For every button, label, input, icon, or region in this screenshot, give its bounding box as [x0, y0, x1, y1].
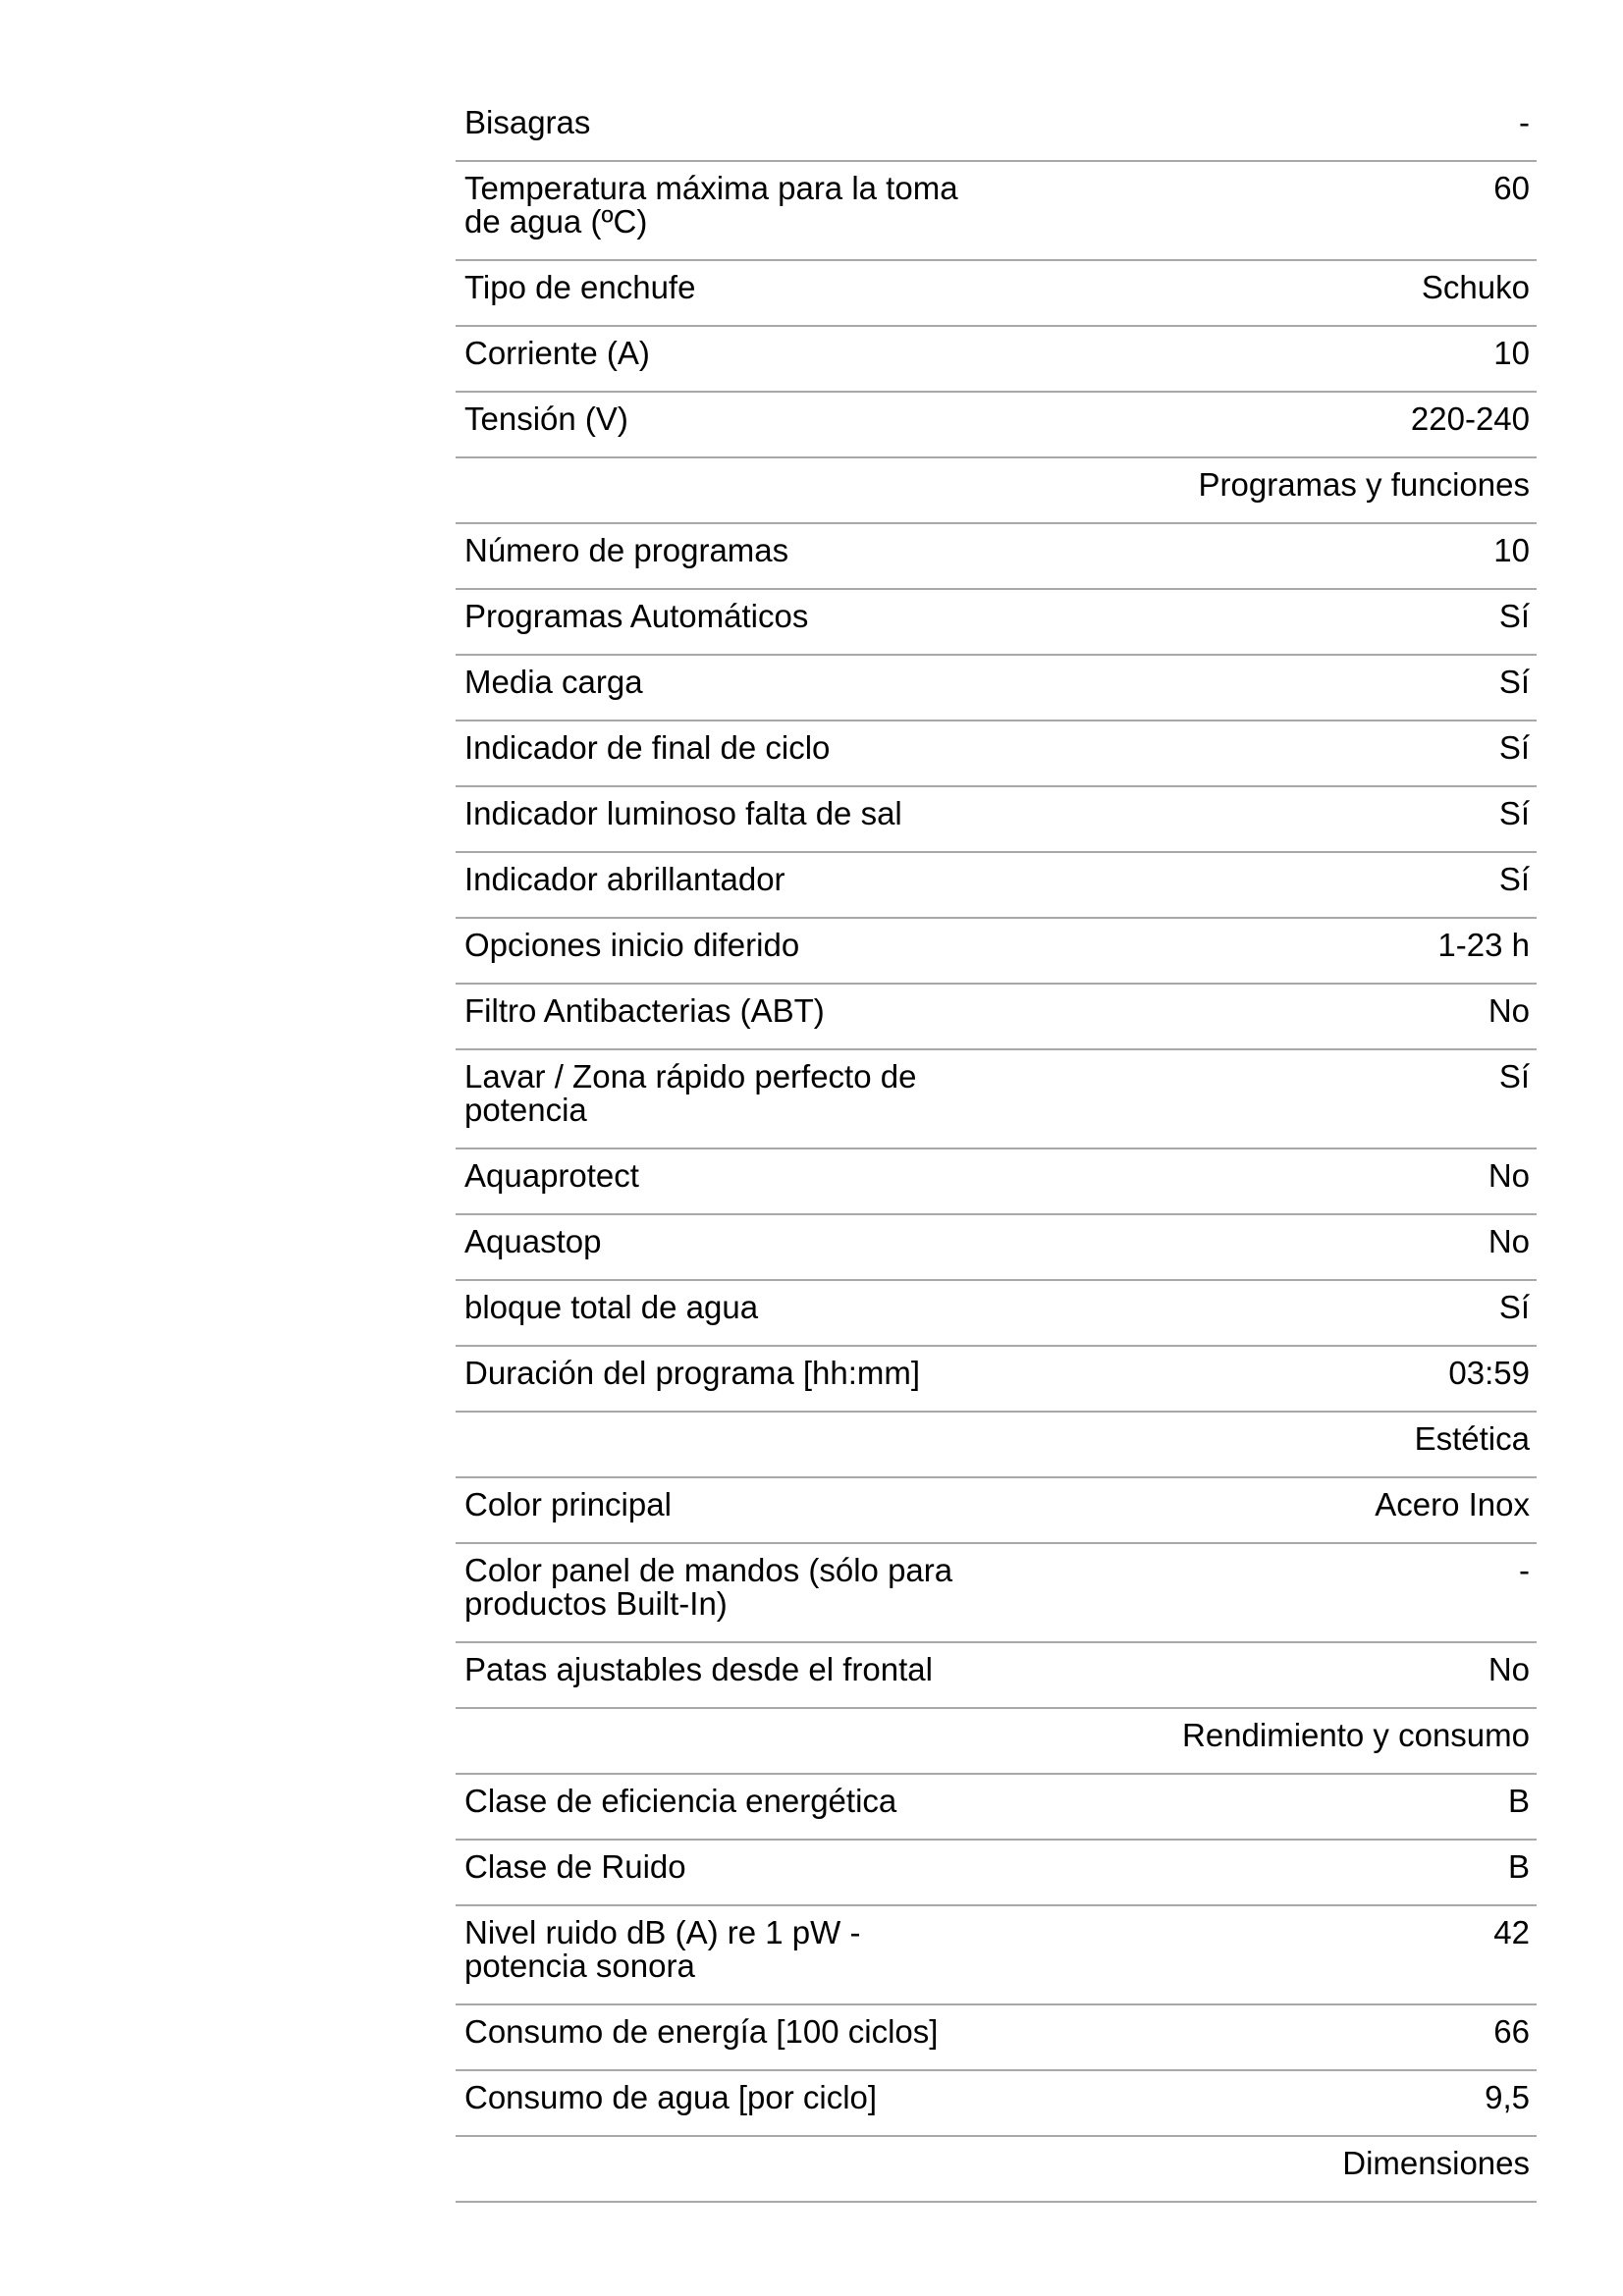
- spec-row-indicador-falta-sal: [456, 787, 1537, 853]
- spec-label: Consumo de agua [por ciclo]: [464, 2079, 878, 2115]
- spec-value: Sí: [1498, 1289, 1530, 1325]
- spec-label: Nivel ruido dB (A) re 1 pW - potencia sonora: [464, 1914, 861, 1984]
- spec-value: -: [1519, 104, 1530, 140]
- spec-value: Sí: [1498, 861, 1530, 897]
- spec-value: No: [1488, 1157, 1530, 1194]
- spec-label: Color panel de mandos (sólo para productos Built-In): [464, 1552, 953, 1622]
- spec-row-color-panel-mandos: [456, 1544, 1537, 1643]
- spec-row-inicio-diferido: [456, 919, 1537, 985]
- spec-label: Aquaprotect: [464, 1157, 639, 1194]
- spec-row-eficiencia-energetica: [456, 1775, 1537, 1841]
- spec-value: 220-240: [1410, 400, 1530, 437]
- spec-label: Media carga: [464, 664, 643, 700]
- spec-value: 03:59: [1448, 1355, 1530, 1391]
- spec-label: Bisagras: [464, 104, 591, 140]
- spec-label: Clase de eficiencia energética: [464, 1783, 897, 1819]
- spec-value: B: [1507, 1783, 1530, 1819]
- spec-label: Programas Automáticos: [464, 598, 809, 634]
- spec-value: Acero Inox: [1375, 1486, 1530, 1522]
- spec-row-media-carga: [456, 656, 1537, 721]
- spec-value: 10: [1493, 335, 1530, 371]
- spec-row-filtro-antibacterias: [456, 985, 1537, 1050]
- spec-row-zona-rapido: [456, 1050, 1537, 1149]
- spec-label: Color principal: [464, 1486, 672, 1522]
- spec-row-consumo-agua: [456, 2071, 1537, 2137]
- spec-row-programas-automaticos: [456, 590, 1537, 656]
- spec-value: 60: [1493, 170, 1530, 206]
- spec-label: Corriente (A): [464, 335, 650, 371]
- spec-row-bloque-total-agua: [456, 1281, 1537, 1347]
- spec-row-corriente: [456, 327, 1537, 393]
- spec-value: 66: [1493, 2013, 1530, 2050]
- spec-value: Sí: [1498, 795, 1530, 831]
- spec-value: No: [1488, 1651, 1530, 1687]
- spec-row-tipo-enchufe: [456, 261, 1537, 327]
- spec-label: Tensión (V): [464, 400, 628, 437]
- spec-row-indicador-final-ciclo: [456, 721, 1537, 787]
- spec-row-bisagras: [456, 96, 1537, 162]
- spec-label: Temperatura máxima para la toma de agua (ºC): [464, 170, 958, 240]
- spec-label: Opciones inicio diferido: [464, 927, 800, 963]
- spec-label: Duración del programa [hh:mm]: [464, 1355, 921, 1391]
- spec-value: Sí: [1498, 664, 1530, 700]
- section-title: Rendimiento y consumo: [1181, 1717, 1530, 1753]
- spec-row-aquastop: [456, 1215, 1537, 1281]
- spec-label: Patas ajustables desde el frontal: [464, 1651, 933, 1687]
- spec-row-nivel-ruido: [456, 1906, 1537, 2005]
- spec-label: Aquastop: [464, 1223, 602, 1259]
- section-title: Dimensiones: [1342, 2145, 1530, 2181]
- spec-value: 9,5: [1485, 2079, 1530, 2115]
- section-header-rendimiento: [456, 1709, 1537, 1775]
- spec-row-color-principal: [456, 1478, 1537, 1544]
- spec-row-duracion-programa: [456, 1347, 1537, 1413]
- spec-label: Clase de Ruido: [464, 1848, 686, 1885]
- spec-row-temperatura-maxima: [456, 162, 1537, 261]
- spec-value: Schuko: [1421, 269, 1530, 305]
- section-header-programas: [456, 458, 1537, 524]
- spec-label: Indicador luminoso falta de sal: [464, 795, 902, 831]
- spec-value: -: [1519, 1552, 1530, 1588]
- spec-label: bloque total de agua: [464, 1289, 759, 1325]
- spec-value: No: [1488, 1223, 1530, 1259]
- spec-value: Sí: [1498, 729, 1530, 766]
- spec-value: 1-23 h: [1437, 927, 1530, 963]
- spec-value: 10: [1493, 532, 1530, 568]
- spec-value: Sí: [1498, 598, 1530, 634]
- section-title: Estética: [1414, 1420, 1530, 1457]
- spec-label: Tipo de enchufe: [464, 269, 696, 305]
- spec-row-clase-ruido: [456, 1841, 1537, 1906]
- spec-label: Indicador de final de ciclo: [464, 729, 831, 766]
- spec-label: Lavar / Zona rápido perfecto de potencia: [464, 1058, 917, 1128]
- spec-row-indicador-abrillantador: [456, 853, 1537, 919]
- spec-value: 42: [1493, 1914, 1530, 1950]
- spec-label: Número de programas: [464, 532, 789, 568]
- section-header-dimensiones: [456, 2137, 1537, 2203]
- spec-value: B: [1507, 1848, 1530, 1885]
- spec-row-tension: [456, 393, 1537, 458]
- section-title: Programas y funciones: [1198, 466, 1530, 503]
- spec-label: Consumo de energía [100 ciclos]: [464, 2013, 939, 2050]
- spec-row-patas-ajustables: [456, 1643, 1537, 1709]
- spec-value: Sí: [1498, 1058, 1530, 1095]
- spec-row-numero-programas: [456, 524, 1537, 590]
- spec-value: No: [1488, 992, 1530, 1029]
- spec-table: [456, 96, 1537, 2203]
- spec-row-consumo-energia: [456, 2005, 1537, 2071]
- spec-label: Indicador abrillantador: [464, 861, 785, 897]
- spec-row-aquaprotect: [456, 1149, 1537, 1215]
- section-header-estetica: [456, 1413, 1537, 1478]
- spec-label: Filtro Antibacterias (ABT): [464, 992, 825, 1029]
